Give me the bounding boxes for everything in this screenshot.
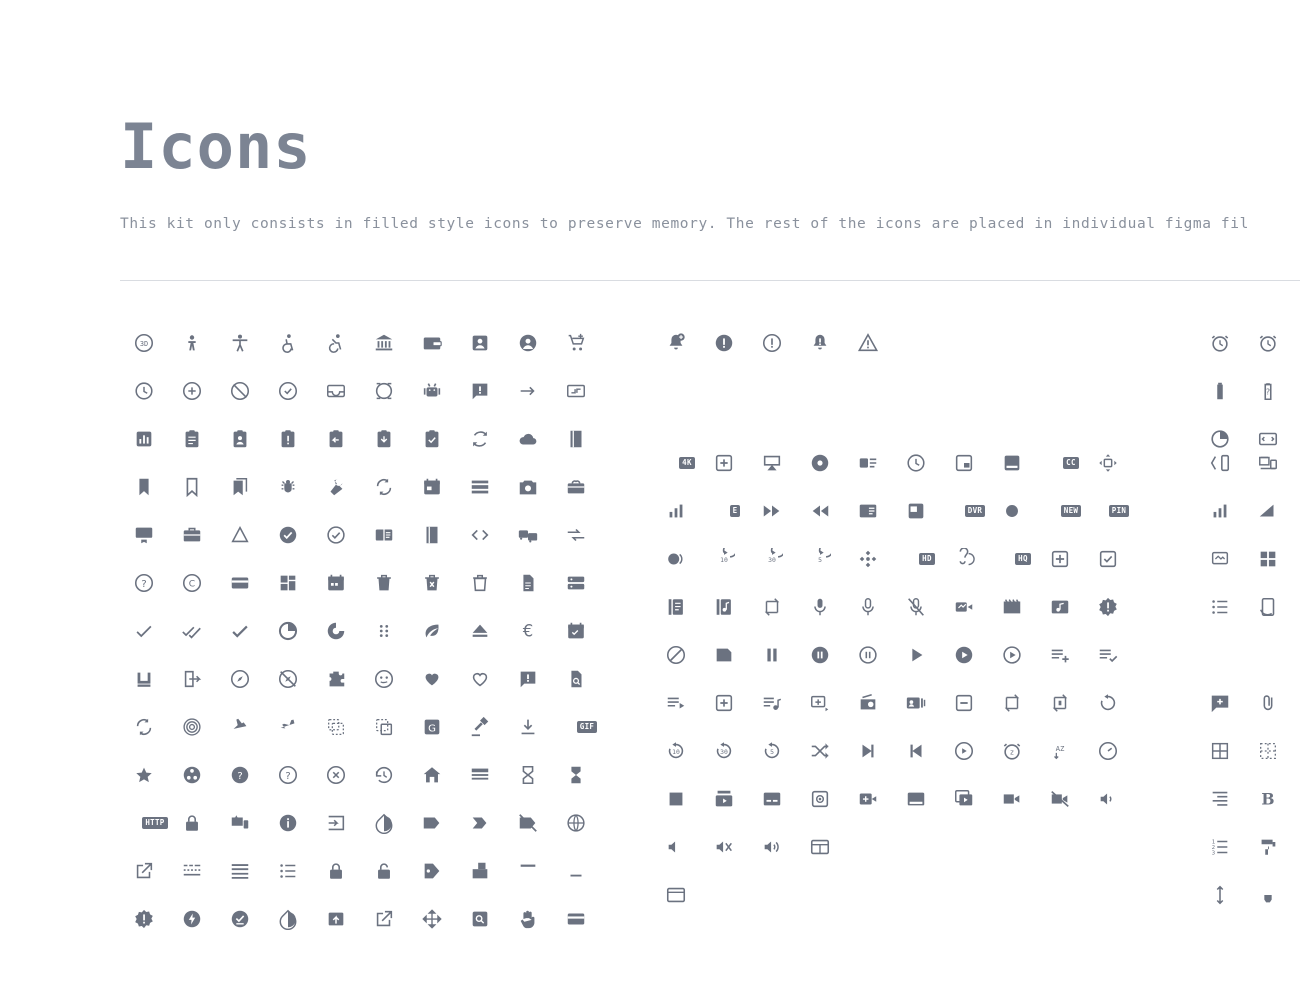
volume-up-icon[interactable] [748,823,796,871]
card-membership-icon[interactable] [120,511,168,559]
line-style-icon[interactable] [168,847,216,895]
account-box-icon[interactable] [456,319,504,367]
label-important-icon[interactable] [456,799,504,847]
divider [120,280,1300,281]
error-outline-icon[interactable] [748,319,796,367]
svg-text:30: 30 [720,747,728,756]
find-replace-icon[interactable] [120,703,168,751]
alerts-icons-grid [652,319,892,367]
svg-text:AZ: AZ [1055,744,1065,753]
card-travel-icon[interactable] [168,511,216,559]
check-circle-outline-icon[interactable] [312,511,360,559]
sort-by-alpha-icon[interactable] [1036,727,1084,775]
border-all-icon[interactable] [1196,727,1244,775]
control-camera-icon[interactable] [1084,439,1132,487]
queue-music-icon[interactable] [748,679,796,727]
copyright-icon[interactable] [168,559,216,607]
play-circle-filled-icon[interactable] [940,631,988,679]
open-with-icon[interactable] [408,895,456,943]
home-icon[interactable] [408,751,456,799]
important-devices-icon[interactable] [216,799,264,847]
av-icons-grid-row9 [652,823,844,919]
repeat-icon[interactable] [988,679,1036,727]
donut-small-icon[interactable] [312,607,360,655]
done-icon[interactable] [120,607,168,655]
svg-text:G: G [428,723,436,735]
credit-card-icon[interactable] [216,559,264,607]
gavel-icon[interactable] [456,703,504,751]
contact-support-icon[interactable] [120,559,168,607]
featured-video-icon[interactable] [892,487,940,535]
opacity-icon[interactable] [264,895,312,943]
videocam-icon[interactable] [988,775,1036,823]
label-off-icon[interactable] [504,799,552,847]
screen-rotation-icon[interactable] [1244,583,1292,631]
code-icon[interactable] [456,511,504,559]
flip-to-front-icon[interactable] [360,703,408,751]
favorite-border-icon[interactable] [456,655,504,703]
library-books-icon[interactable] [652,583,700,631]
svg-text:3: 3 [1211,850,1216,857]
surround-sound-icon[interactable] [796,775,844,823]
input-icon[interactable] [312,799,360,847]
volume-mute-icon[interactable] [652,823,700,871]
3d-rotation-icon[interactable] [120,319,168,367]
battery-full-icon[interactable] [1196,367,1244,415]
fingerprint-icon[interactable] [168,703,216,751]
calendar-today-icon[interactable] [408,463,456,511]
svg-text:?: ? [285,771,291,783]
compare-arrows-icon[interactable] [552,511,600,559]
general-icons-grid [120,319,600,943]
announcement-icon[interactable] [456,367,504,415]
svg-text:z: z [1009,747,1015,757]
featured-play-list-icon[interactable] [844,487,892,535]
accessible-icon[interactable] [264,319,312,367]
warning-icon[interactable] [844,319,892,367]
horizontal-split-icon[interactable] [456,751,504,799]
graphic-eq-icon[interactable] [1244,487,1292,535]
bookmark-border-icon[interactable] [168,463,216,511]
not-interested-icon[interactable] [652,631,700,679]
build-icon[interactable] [312,463,360,511]
feedback-icon[interactable] [504,655,552,703]
svg-text:3D: 3D [139,339,149,348]
explore-icon[interactable] [216,655,264,703]
format-bold-icon[interactable] [1244,775,1292,823]
dashboard-icon[interactable] [264,559,312,607]
https-icon[interactable] [168,799,216,847]
play-circle-outline-icon[interactable] [988,631,1036,679]
payment-icon[interactable] [552,895,600,943]
assessment-icon[interactable] [120,415,168,463]
add-shopping-cart-icon[interactable] [552,319,600,367]
loop-icon[interactable] [748,583,796,631]
history-icon[interactable] [360,751,408,799]
repeat-one-icon[interactable] [1036,679,1084,727]
list-icon[interactable] [264,847,312,895]
delete-outline-icon[interactable] [456,559,504,607]
account-balance-wallet-icon[interactable] [408,319,456,367]
games-icon[interactable] [844,535,892,583]
4k-icon[interactable]: 4K [652,439,700,487]
highlight-icon[interactable] [1244,871,1292,919]
done-outline-icon[interactable] [216,607,264,655]
album-icon[interactable] [796,439,844,487]
svg-text:1: 1 [1211,839,1216,846]
snooze-icon[interactable] [988,727,1036,775]
format-align-right-icon[interactable] [1196,775,1244,823]
fiber-smart-record-icon[interactable] [652,535,700,583]
event-icon[interactable] [552,607,600,655]
dns-icon[interactable] [552,559,600,607]
g-translate-icon[interactable] [408,703,456,751]
replay-icon[interactable] [1084,679,1132,727]
replay-10-icon[interactable] [652,727,700,775]
replay-30-icon[interactable] [700,727,748,775]
flight-land-icon[interactable] [216,703,264,751]
device-icons-grid-b [1196,439,1292,631]
forward-30-icon[interactable] [748,535,796,583]
slow-motion-video-icon[interactable] [940,727,988,775]
video-call-icon[interactable] [844,775,892,823]
svg-text:5: 5 [770,747,774,756]
access-alarms-icon[interactable] [1244,319,1292,367]
invert-colors-icon[interactable] [360,799,408,847]
svg-text:€: € [522,621,534,641]
offline-pin-icon[interactable] [216,895,264,943]
closed-caption-icon[interactable]: CC [1036,439,1084,487]
border-clear-icon[interactable] [1244,727,1292,775]
camera-enhance-icon[interactable] [504,463,552,511]
cached-icon[interactable] [360,463,408,511]
page-title: Icons [120,110,312,183]
label-icon[interactable] [408,799,456,847]
library-music-icon[interactable] [700,583,748,631]
pause-circle-filled-icon[interactable] [796,631,844,679]
missed-video-call-icon[interactable] [940,583,988,631]
arrow-right-alt-icon[interactable] [504,367,552,415]
bookmark-icon[interactable] [120,463,168,511]
autorenew-icon[interactable] [456,415,504,463]
accessibility-icon[interactable] [168,319,216,367]
airplay-icon[interactable] [748,439,796,487]
editor-icons-grid [1196,679,1292,919]
description-icon[interactable] [504,559,552,607]
calendar-view-day-icon[interactable] [456,463,504,511]
svg-text:5: 5 [818,556,822,565]
format-paint-icon[interactable] [1244,823,1292,871]
all-out-icon[interactable] [360,367,408,415]
check-circle-icon[interactable] [264,511,312,559]
book-icon[interactable] [552,415,600,463]
change-history-icon[interactable] [216,511,264,559]
queue-play-next-icon[interactable] [796,679,844,727]
page-subtitle: This kit only consists in filled style icons to preserve memory. The rest of the icons are placed in individual figma fil [120,216,1249,232]
face-icon[interactable] [360,655,408,703]
volume-off-icon[interactable] [700,823,748,871]
library-add-icon[interactable] [1036,535,1084,583]
backup-icon[interactable] [504,415,552,463]
group-work-icon[interactable] [168,751,216,799]
exit-to-app-icon[interactable] [168,655,216,703]
av-icons-grid [652,439,1132,823]
new-releases-icon[interactable] [120,895,168,943]
playlist-play-icon[interactable] [652,679,700,727]
hourglass-empty-icon[interactable] [504,751,552,799]
videocam-off-icon[interactable] [1036,775,1084,823]
account-balance-icon[interactable] [360,319,408,367]
attach-file-icon[interactable] [1244,679,1292,727]
video-label-icon[interactable] [892,775,940,823]
speed-icon[interactable] [1084,727,1132,775]
pause-circle-outline-icon[interactable] [844,631,892,679]
donut-large-icon[interactable] [264,607,312,655]
svg-text:?: ? [237,771,243,783]
format-list-numbered-icon[interactable] [1196,823,1244,871]
branding-watermark-icon[interactable] [940,439,988,487]
get-app-icon[interactable] [504,703,552,751]
web-icon[interactable] [796,823,844,871]
euro-symbol-icon[interactable] [504,607,552,655]
music-video-icon[interactable] [1036,583,1084,631]
find-in-page-icon[interactable] [552,655,600,703]
screen-lock-landscape-icon[interactable] [1196,583,1244,631]
dvr-icon[interactable]: DVR [940,487,988,535]
nfc-icon[interactable] [1244,535,1292,583]
hourglass-full-icon[interactable] [552,751,600,799]
chrome-reader-mode-icon[interactable] [360,511,408,559]
minimize-icon[interactable] [552,847,600,895]
alarm-icon[interactable] [120,367,168,415]
eject-icon[interactable] [456,607,504,655]
height-icon[interactable] [1196,871,1244,919]
alarm-off-icon[interactable] [216,367,264,415]
delete-forever-icon[interactable] [408,559,456,607]
queue-icon[interactable] [700,679,748,727]
highlight-off-icon[interactable] [312,751,360,799]
open-in-new-icon[interactable] [360,895,408,943]
svg-text:C: C [188,578,196,590]
access-alarm-icon[interactable] [1196,319,1244,367]
shuffle-icon[interactable] [796,727,844,775]
subscriptions-icon[interactable] [700,775,748,823]
av-timer-icon[interactable] [892,439,940,487]
fast-rewind-icon[interactable] [796,487,844,535]
playlist-add-check-icon[interactable] [1084,631,1132,679]
add-comment-icon[interactable] [1196,679,1244,727]
favorite-icon[interactable] [408,655,456,703]
video-library-icon[interactable] [940,775,988,823]
offline-bolt-icon[interactable] [168,895,216,943]
svg-text:10: 10 [720,556,728,565]
help-icon[interactable] [216,751,264,799]
dvr-signal-icon[interactable] [1196,487,1244,535]
volume-down-icon[interactable] [1084,775,1132,823]
radio-icon[interactable] [844,679,892,727]
subtitles-icon[interactable] [748,775,796,823]
maximize-icon[interactable] [504,847,552,895]
notification-important-icon[interactable] [796,319,844,367]
replay-5-icon[interactable] [748,727,796,775]
pause-icon[interactable] [748,631,796,679]
assignment-turned-in-icon[interactable] [408,415,456,463]
markunread-mailbox-icon[interactable] [456,847,504,895]
eco-icon[interactable] [408,607,456,655]
call-to-action-icon[interactable] [988,439,1036,487]
equalizer-icon[interactable] [652,487,700,535]
hd-icon[interactable]: HD [892,535,940,583]
help-outline-icon[interactable] [264,751,312,799]
svg-text:?: ? [1265,386,1271,397]
alarm-on-icon[interactable] [264,367,312,415]
location-searching-icon[interactable] [1196,535,1244,583]
developer-mode-icon[interactable] [1196,439,1244,487]
explicit-icon[interactable]: E [700,487,748,535]
done-all-icon[interactable] [168,607,216,655]
fast-forward-icon[interactable] [748,487,796,535]
play-arrow-icon[interactable] [892,631,940,679]
new-releases-icon[interactable] [1084,583,1132,631]
assignment-returned-icon[interactable] [360,415,408,463]
aspect-ratio-icon[interactable] [552,367,600,415]
icon-grids [120,319,1300,959]
remove-from-queue-icon[interactable] [940,679,988,727]
svg-text:B: B [1261,789,1275,809]
class-icon[interactable] [408,511,456,559]
pageview-icon[interactable] [456,895,504,943]
lock-open-icon[interactable] [360,847,408,895]
mic-icon[interactable] [796,583,844,631]
web-asset-icon[interactable] [652,871,700,919]
date-range-icon[interactable] [312,559,360,607]
error-icon[interactable] [700,319,748,367]
info-icon[interactable] [264,799,312,847]
high-quality-icon[interactable]: HQ [988,535,1036,583]
account-circle-icon[interactable] [504,319,552,367]
add-to-queue-icon[interactable] [700,439,748,487]
grade-icon[interactable] [120,751,168,799]
gif-icon[interactable]: GIF [552,703,600,751]
devices-icon[interactable] [1244,439,1292,487]
line-weight-icon[interactable] [216,847,264,895]
svg-text:10: 10 [672,747,680,756]
commute-icon[interactable] [504,511,552,559]
android-icon[interactable] [408,367,456,415]
assignment-icon[interactable] [168,415,216,463]
skip-previous-icon[interactable] [892,727,940,775]
movie-icon[interactable] [988,583,1036,631]
assignment-ind-icon[interactable] [216,415,264,463]
open-in-browser-icon[interactable] [312,895,360,943]
forward-10-icon[interactable] [700,535,748,583]
alarm-add-icon[interactable] [168,367,216,415]
pan-tool-icon[interactable] [504,895,552,943]
accessible-forward-icon[interactable] [312,319,360,367]
bookmarks-icon[interactable] [216,463,264,511]
http-icon[interactable]: HTTP [120,799,168,847]
loyalty-icon[interactable] [408,847,456,895]
fiber-manual-record-icon[interactable] [988,487,1036,535]
recent-actors-icon[interactable] [892,679,940,727]
note-icon[interactable] [700,631,748,679]
hearing-icon[interactable] [940,535,988,583]
bug-report-icon[interactable] [264,463,312,511]
mic-off-icon[interactable] [892,583,940,631]
assignment-return-icon[interactable] [312,415,360,463]
skip-next-icon[interactable] [844,727,892,775]
fiber-pin-icon[interactable]: PIN [1084,487,1132,535]
svg-text:?: ? [141,579,147,591]
lock-icon[interactable] [312,847,360,895]
flip-to-back-icon[interactable] [312,703,360,751]
card-giftcard-icon[interactable] [552,463,600,511]
svg-text:2: 2 [1211,844,1216,851]
art-track-icon[interactable] [844,439,892,487]
event-seat-icon[interactable] [120,655,168,703]
extension-icon[interactable] [312,655,360,703]
library-add-check-icon[interactable] [1084,535,1132,583]
assignment-late-icon[interactable] [264,415,312,463]
explore-off-icon[interactable] [264,655,312,703]
stop-icon[interactable] [652,775,700,823]
language-icon[interactable] [552,799,600,847]
battery-unknown-icon[interactable] [1244,367,1292,415]
launch-icon[interactable] [120,847,168,895]
svg-text:30: 30 [768,556,776,565]
accessibility-new-icon[interactable] [216,319,264,367]
mic-none-icon[interactable] [844,583,892,631]
add-alert-icon[interactable] [652,319,700,367]
flight-takeoff-icon[interactable] [264,703,312,751]
fiber-new-icon[interactable]: NEW [1036,487,1084,535]
forward-5-icon[interactable] [796,535,844,583]
drag-indicator-icon[interactable] [360,607,408,655]
playlist-add-icon[interactable] [1036,631,1084,679]
all-inbox-icon[interactable] [312,367,360,415]
delete-icon[interactable] [360,559,408,607]
